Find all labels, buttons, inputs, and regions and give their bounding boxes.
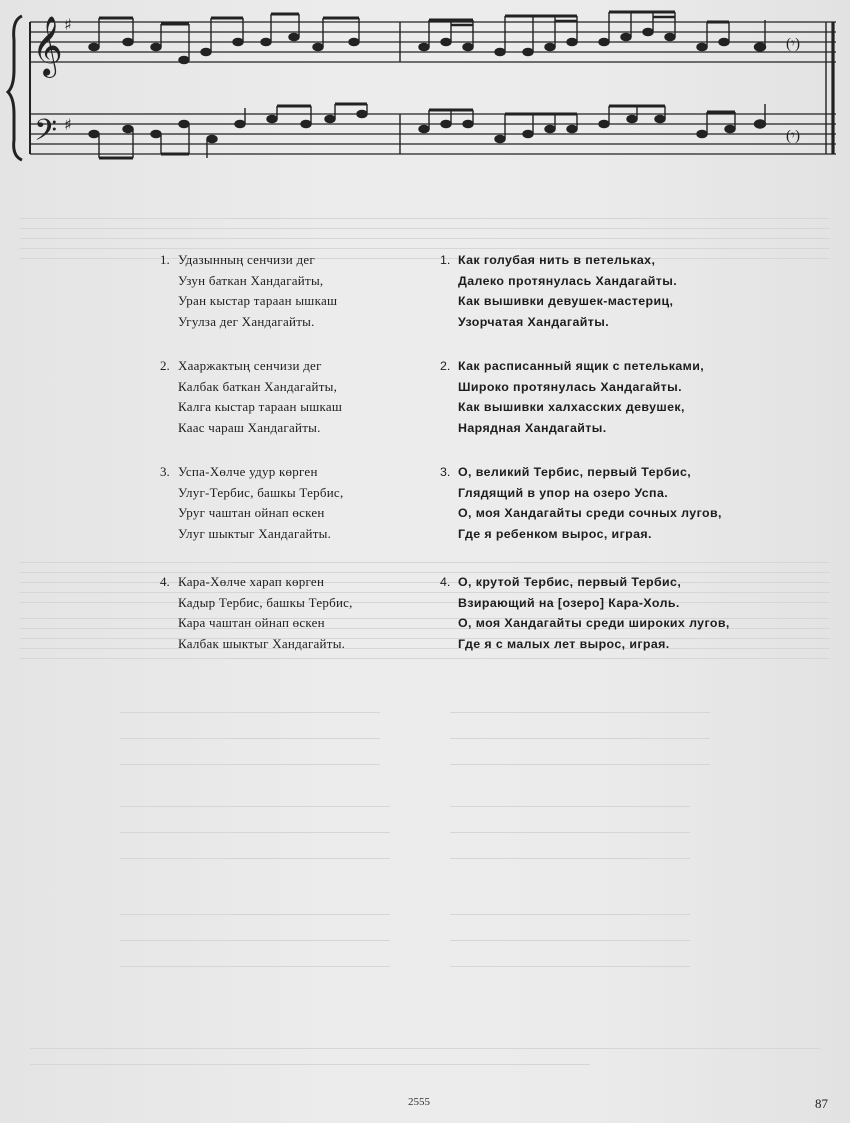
verse-line: Хааржактың сенчизи дег	[178, 358, 322, 373]
verse-line: Как расписанный ящик с петельками,	[458, 359, 705, 373]
verse-line: Калбак баткан Хандагайты,	[178, 378, 338, 394]
verse-number: 4.	[440, 575, 451, 589]
verse-line: Кадыр Тербис, башкы Тербис,	[178, 594, 353, 610]
treble-rest-icon: (𝄾)	[786, 36, 800, 52]
verse-number: 1.	[160, 252, 170, 267]
verse-line: Каас чараш Хандагайты.	[178, 419, 321, 435]
verse-number: 2.	[440, 359, 451, 373]
verse-line: О, моя Хандагайты среди сочных лугов,	[458, 506, 722, 520]
verse-line: Кара-Хөлче харап көрген	[178, 574, 325, 589]
verse-line: Узорчатая Хандагайты.	[458, 314, 610, 329]
verse-line: Как голубая нить в петельках,	[458, 253, 656, 267]
music-score	[0, 0, 850, 170]
verse-line: Нарядная Хандагайты.	[458, 420, 607, 435]
treble-clef-icon: 𝄞	[32, 16, 63, 76]
verse-line: Калга кыстар тарaан ышкаш	[178, 399, 343, 414]
verse-line: Взирающий на [озеро] Кара-Холь.	[458, 595, 680, 610]
verse-line: Удазынның сенчизи дег	[178, 252, 315, 267]
verse-line: Глядящий в упор на озеро Успа.	[458, 485, 669, 500]
verse-line: Где я с малых лет вырос, играя.	[458, 636, 670, 651]
verse-line: О, моя Хандагайты среди широких лугов,	[458, 616, 730, 630]
verse-line: О, крутой Тербис, первый Тербис,	[458, 575, 682, 589]
bass-rest-icon: (𝄾)	[786, 128, 800, 144]
verse-line: Как вышивки девушек-мастериц,	[458, 294, 674, 308]
footer-mark: 2555	[408, 1096, 430, 1108]
verse-number: 3.	[440, 465, 451, 479]
verse-line: Улуг-Тербис, башкы Тербис,	[178, 484, 344, 500]
treble-notes-measure-2	[419, 12, 766, 56]
verse-number: 4.	[160, 574, 170, 589]
treble-staff	[30, 22, 836, 62]
key-signature-sharp-icon: ♯	[64, 15, 72, 34]
verse-line: О, великий Тербис, первый Тербис,	[458, 465, 692, 479]
bass-clef-icon: 𝄢	[34, 114, 58, 155]
verse-line: Угулза дег Хандагайты.	[178, 313, 315, 329]
verse-line: Калбак шыктыг Хандагайты.	[178, 635, 346, 651]
verse-line: Узун баткан Хандагайты,	[178, 272, 324, 288]
key-signature-sharp-icon: ♯	[64, 115, 72, 134]
verse-line: Успа-Хөлче удур көрген	[178, 464, 318, 479]
verse-line: Уруг чаштан ойнап өскен	[178, 505, 325, 520]
verse-line: Уран кыстар тарaан ышкаш	[178, 293, 338, 308]
verse-line: Где я ребенком вырос, играя.	[458, 526, 652, 541]
verse-number: 1.	[440, 253, 451, 267]
staff-system-bracket	[8, 16, 22, 160]
bass-notes-measure-1	[89, 104, 367, 158]
verse-line: Кара чаштан ойнап өскен	[178, 615, 325, 630]
verse-line: Далеко протянулась Хандагайты.	[458, 273, 678, 288]
verse-number: 2.	[160, 358, 170, 373]
verse-line: Широко протянулась Хандагайты.	[458, 379, 682, 394]
page-number: 87	[815, 1096, 828, 1111]
verse-line: Как вышивки халхасских девушек,	[458, 400, 685, 414]
verse-number: 3.	[160, 464, 170, 479]
verse-line: Улуг шыктыг Хандагайты.	[178, 525, 332, 541]
bass-notes-measure-2	[419, 104, 766, 143]
